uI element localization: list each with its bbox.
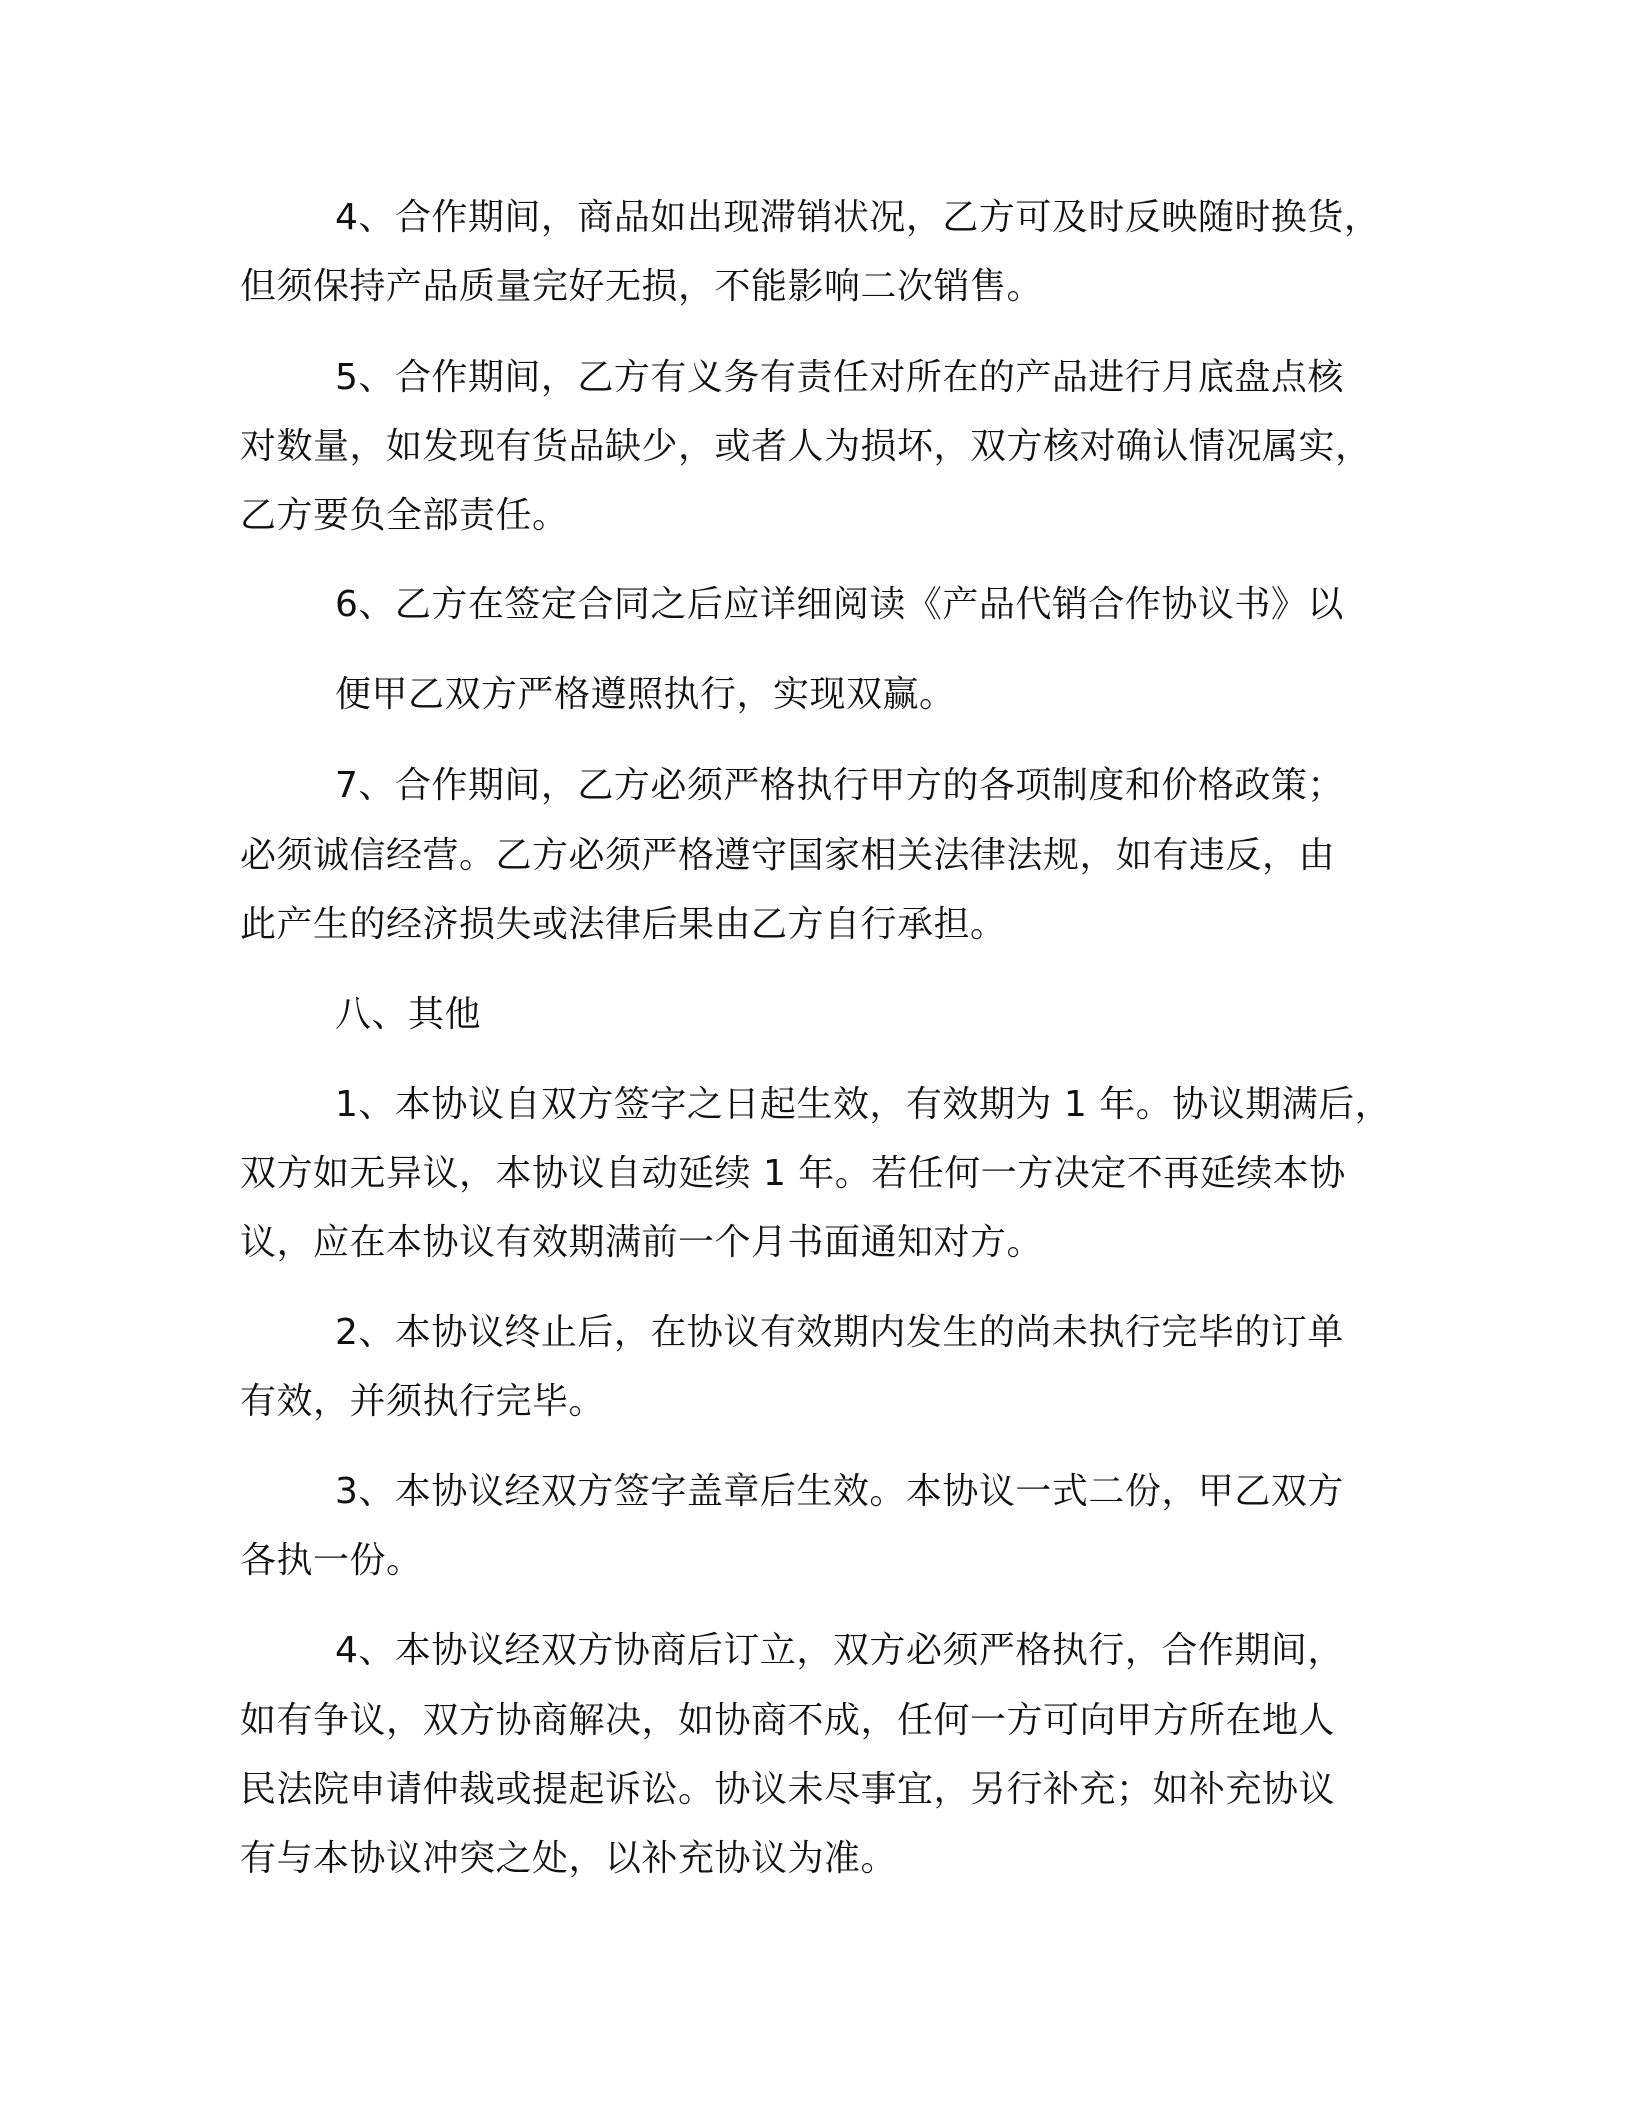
text-line: 1、本协议自双方签字之日起生效，有效期为 1 年。协议期满后， bbox=[335, 1084, 1392, 1125]
text-line: 4、合作期间，商品如出现滞销状况，乙方可及时反映随时换货， bbox=[335, 197, 1381, 238]
text-line: 6、乙方在签定合同之后应详细阅读《产品代销合作协议书》以 bbox=[335, 584, 1344, 625]
text-line: 民法院申请仲裁或提起诉讼。协议未尽事宜，另行补充；如补充协议 bbox=[240, 1769, 1336, 1810]
text-line: 有与本协议冲突之处，以补充协议为准。 bbox=[240, 1838, 898, 1879]
text-line: 7、合作期间，乙方必须严格执行甲方的各项制度和价格政策； bbox=[335, 765, 1344, 806]
text-line: 有效，并须执行完毕。 bbox=[240, 1381, 606, 1422]
text-line: 5、合作期间，乙方有义务有责任对所在的产品进行月底盘点核 bbox=[335, 357, 1344, 398]
text-line: 双方如无异议，本协议自动延续 1 年。若任何一方决定不再延续本协 bbox=[240, 1153, 1346, 1194]
text-line: 2、本协议终止后，在协议有效期内发生的尚未执行完毕的订单 bbox=[335, 1312, 1344, 1353]
section-heading: 八、其他 bbox=[335, 994, 482, 1035]
text-line: 3、本协议经双方签字盖章后生效。本协议一式二份，甲乙双方 bbox=[335, 1471, 1344, 1512]
text-line: 必须诚信经营。乙方必须严格遵守国家相关法律法规，如有违反，由 bbox=[240, 835, 1336, 876]
text-line: 4、本协议经双方协商后订立，双方必须严格执行，合作期间， bbox=[335, 1630, 1344, 1671]
text-line: 此产生的经济损失或法律后果由乙方自行承担。 bbox=[240, 904, 1007, 945]
text-line: 各执一份。 bbox=[240, 1540, 423, 1581]
text-line: 便甲乙双方严格遵照执行，实现双赢。 bbox=[335, 674, 956, 715]
text-line: 但须保持产品质量完好无损，不能影响二次销售。 bbox=[240, 266, 1044, 307]
text-line: 如有争议，双方协商解决，如协商不成，任何一方可向甲方所在地人 bbox=[240, 1700, 1336, 1741]
text-line: 乙方要负全部责任。 bbox=[240, 495, 569, 536]
text-line: 议，应在本协议有效期满前一个月书面通知对方。 bbox=[240, 1222, 1044, 1263]
text-line: 对数量，如发现有货品缺少，或者人为损坏，双方核对确认情况属实， bbox=[240, 426, 1372, 467]
